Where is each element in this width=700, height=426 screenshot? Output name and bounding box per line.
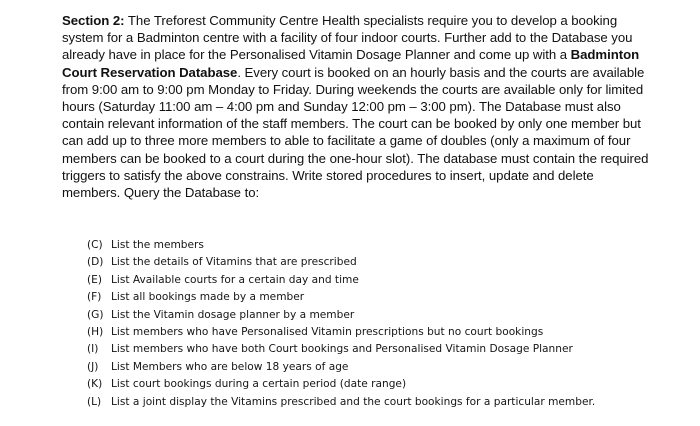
list-marker: (J): [87, 360, 99, 373]
list-item-text: List the members: [111, 239, 204, 251]
section-2-paragraph: [62, 12, 652, 201]
list-marker: (E): [87, 273, 102, 286]
list-marker: (G): [87, 308, 104, 321]
list-item-text: List members who have both Court bookings and Personalised Vitamin Dosage Planner: [111, 343, 573, 356]
list-item: [87, 237, 677, 254]
list-marker: (D): [87, 256, 104, 269]
list-item-text: List the details of Vitamins that are prescribed: [111, 256, 357, 269]
list-item-text: List Available courts for a certain day and time: [111, 273, 359, 286]
database-name: Badminton Court Reservation Database: [62, 47, 640, 80]
list-item: [87, 376, 677, 393]
list-marker: (C): [87, 239, 103, 251]
list-marker: (H): [87, 326, 104, 339]
list-item: [87, 394, 677, 411]
list-item: [87, 359, 677, 376]
list-item: [87, 324, 677, 341]
list-item-text: List the Vitamin dosage planner by a member: [111, 308, 355, 321]
list-item-text: List Members who are below 18 years of age: [111, 360, 349, 373]
paragraph-text-part-2: . Every court is booked on an hourly basis and the courts are available from 9:00 am to 9:00 pm Monday to Friday. During weekends the courts are available only for limited hours (Saturday 11:00 am – 4:00 pm and Sunday 12:00 pm – 3:00 pm). The Database must also contain relevant information of the staff members. The court can be booked by only one member but can add up to three more members to able to facilitate a game of doubles (only a maximum of four members can be booked to a court during the one-hour slot). The database must contain the required triggers to satisfy the above constrains. Write stored procedures to insert, update and delete members. Query the Database to:: [62, 64, 649, 201]
list-item-text: List court bookings during a certain period (date range): [111, 378, 407, 391]
list-item-text: List members who have Personalised Vitamin prescriptions but no court bookings: [111, 326, 544, 339]
list-marker: (I): [87, 343, 99, 356]
list-item: [87, 254, 677, 271]
section-label: Section 2:: [62, 13, 125, 28]
list-item: [87, 289, 677, 306]
list-item: [87, 307, 677, 324]
list-marker: (K): [87, 378, 103, 391]
list-item-text: List a joint display the Vitamins prescribed and the court bookings for a particular member.: [111, 395, 596, 408]
list-item: [87, 272, 677, 289]
list-marker: (F): [87, 291, 102, 304]
list-item-text: List all bookings made by a member: [111, 291, 305, 304]
paragraph-text-part-1: The Treforest Community Centre Health specialists require you to develop a booking system for a Badminton centre with a facility of four indoor courts. Further add to the Database you already have in place for the Personalised Vitamin Dosage Planner and come up with a: [62, 13, 633, 63]
list-marker: (L): [87, 395, 102, 408]
query-list: [87, 237, 677, 411]
list-item: [87, 341, 677, 358]
